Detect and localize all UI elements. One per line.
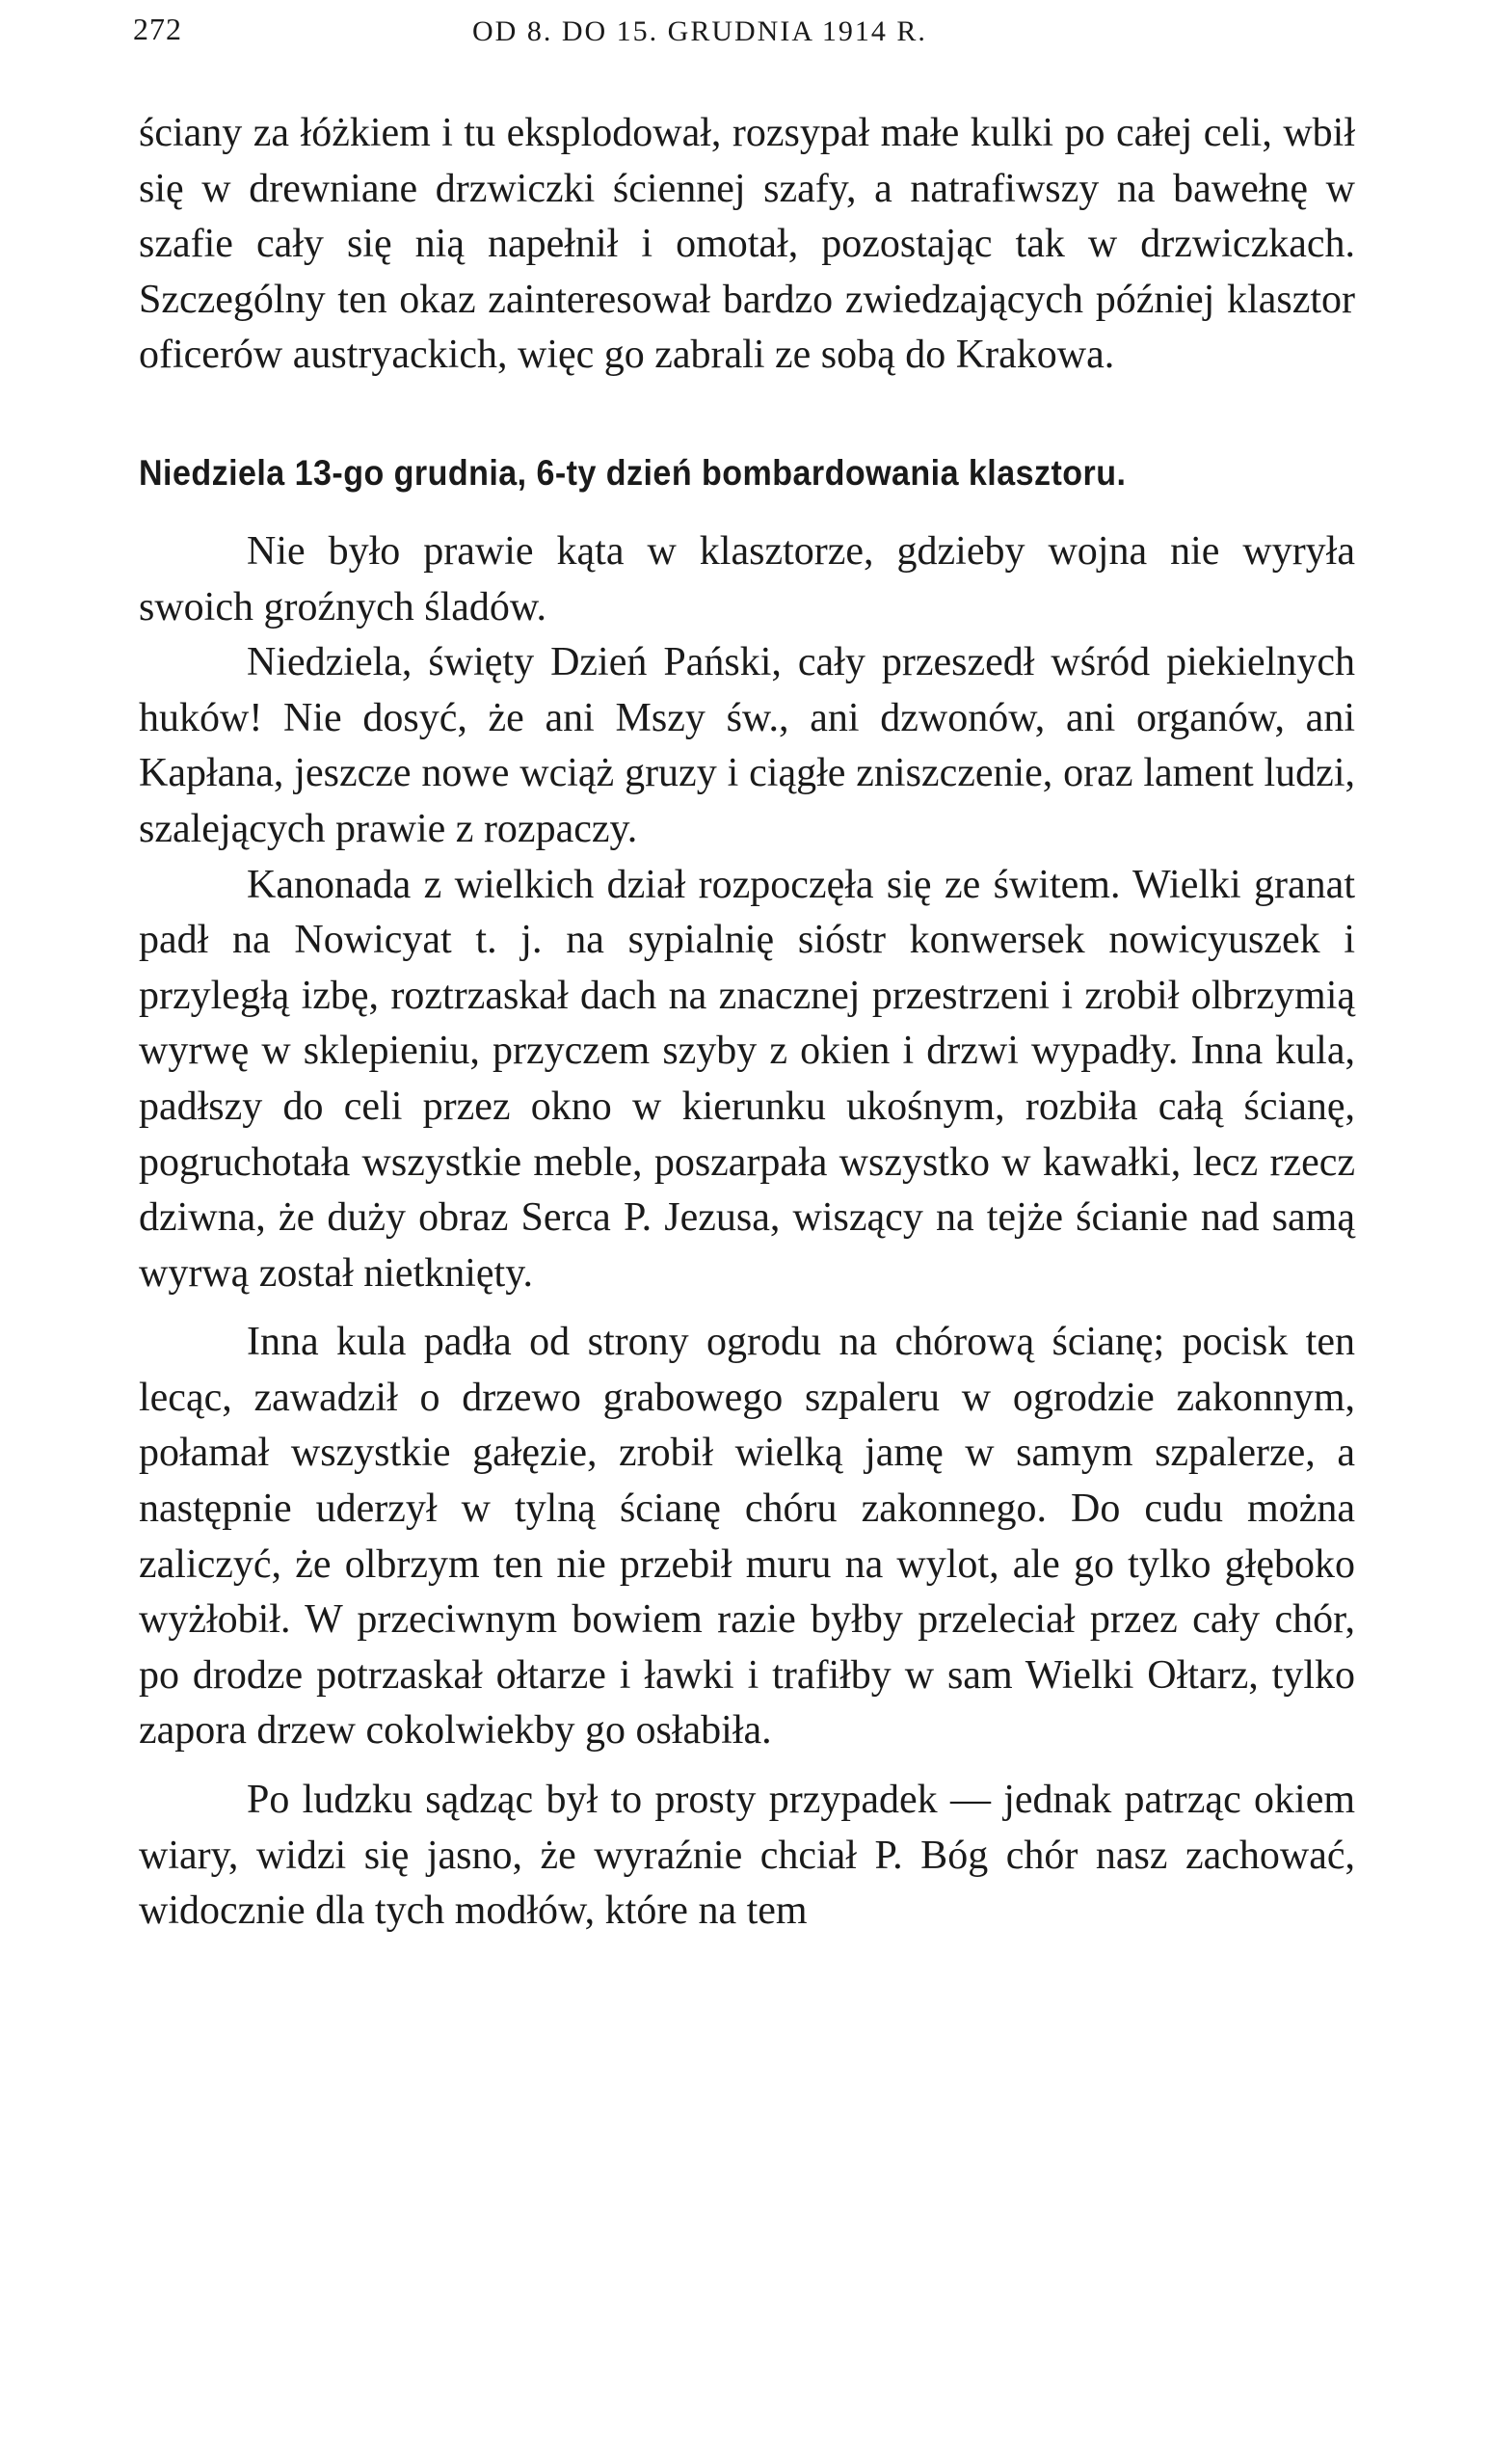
- running-title: OD 8. DO 15. GRUDNIA 1914 R.: [472, 15, 927, 47]
- section-heading: Niedziela 13-go grudnia, 6-ty dzień bombardowania klasztoru.: [139, 452, 1127, 493]
- paragraph: Inna kula padła od strony ogrodu na chórową ścianę; pocisk ten lecąc, zawadził o drzewo grabowego szpaleru w ogrodzie zakonnym, połamał wszystkie gałęzie, zrobił wielką jamę w samym szpalerze, a następnie uderzył w tylną ścianę chóru zakonnego. Do cudu można zaliczyć, że olbrzym ten nie przebił muru na wylot, ale go tylko głęboko wyżłobił. W przeciwnym bowiem razie byłby przeleciał przez cały chór, po drodze potrzaskał ołtarze i ławki i trafiłby w sam Wielki Ołtarz, tylko zapora drzew cokolwiekby go osłabiła.: [139, 1320, 1355, 1754]
- paragraph: Kanonada z wielkich dział rozpoczęła się ze świtem. Wielki granat padł na Nowicyat t. j. na sypialnię sióstr konwersek nowicyuszek i przyległą izbę, roztrzaskał dach na znacznej przestrzeni i zrobił olbrzymią wyrwę w sklepieniu, przyczem szyby z okien i drzwi wypadły. Inna kula, padłszy do celi przez okno w kierunku ukośnym, rozbiła całą ścianę, pogruchotała wszystkie meble, poszarpała wszystko w kawałki, lecz rzecz dziwna, że duży obraz Serca P. Jezusa, wiszący na tejże ścianie nad samą wyrwą został nietknięty.: [139, 862, 1355, 1296]
- body-text: [139, 106, 1355, 1940]
- paragraph: Niedziela, święty Dzień Pański, cały przeszedł wśród piekielnych huków! Nie dosyć, że ani Mszy św., ani dzwonów, ani organów, ani Kapłana, jeszcze nowe wciąż gruzy i ciągłe zniszczenie, oraz lament ludzi, szalejących prawie z rozpaczy.: [139, 640, 1355, 851]
- running-header: [133, 12, 1357, 69]
- continued-paragraph: ściany za łóżkiem i tu eksplodował, rozsypał małe kulki po całej celi, wbił się w drewniane drzwiczki ściennej szafy, a natrafiwszy na bawełnę w szafie cały się nią napełnił i omotał, pozostając tak w drzwiczkach. Szczególny ten okaz zainteresował bardzo zwiedzających później klasztor oficerów austryackich, więc go zabrali ze sobą do Krakowa.: [139, 111, 1355, 378]
- paragraph: Po ludzku sądząc był to prosty przypadek — jednak patrząc okiem wiary, widzi się jasno, że wyraźnie chciał P. Bóg chór nasz zachować, widocznie dla tych modłów, które na tem: [139, 1778, 1355, 1934]
- paragraph: Nie było prawie kąta w klasztorze, gdzieby wojna nie wyryła swoich groźnych śladów.: [139, 528, 1355, 629]
- page-number: 272: [133, 12, 182, 46]
